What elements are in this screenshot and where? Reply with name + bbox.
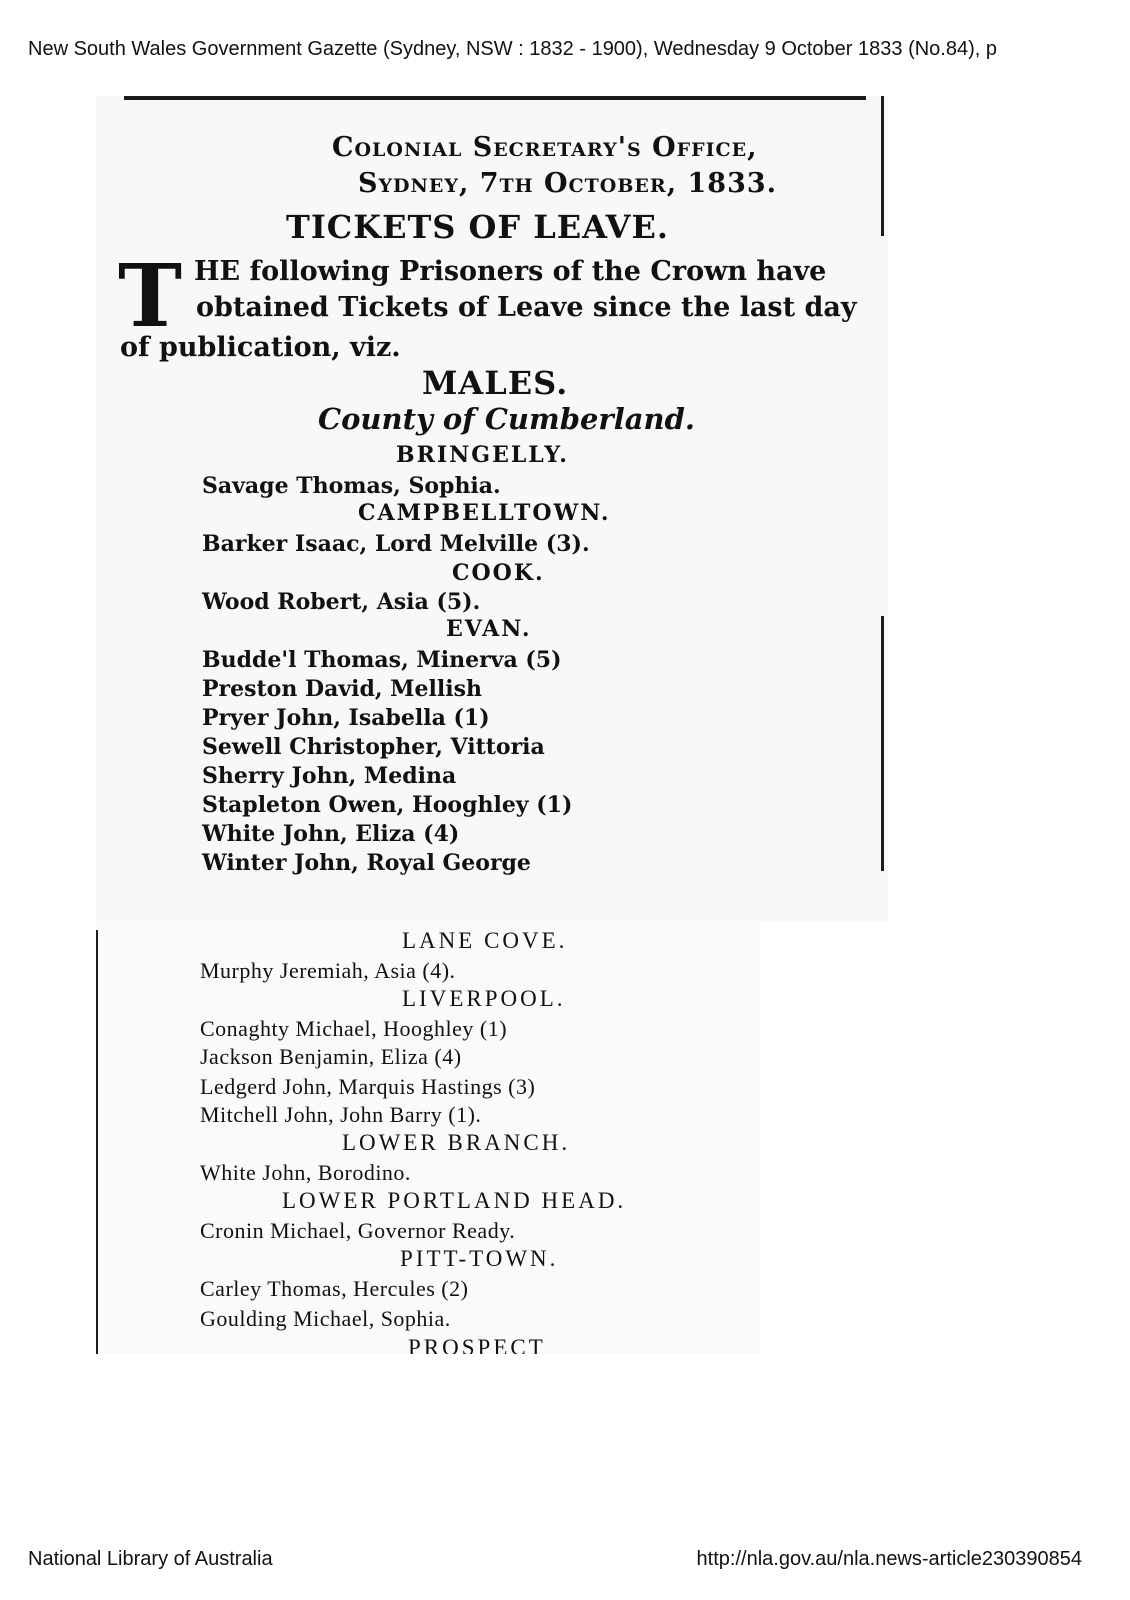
ticket-entry: Stapleton Owen, Hooghley (1)	[202, 792, 573, 818]
footer-source: National Library of Australia	[28, 1548, 273, 1570]
ticket-entry: Sherry John, Medina	[202, 763, 457, 789]
ticket-entry: Preston David, Mellish	[202, 676, 482, 702]
ticket-entry: Winter John, Royal George	[202, 850, 531, 876]
county-heading: County of Cumberland.	[318, 402, 695, 436]
ticket-entry: Jackson Benjamin, Eliza (4)	[200, 1044, 462, 1069]
ticket-entry: Savage Thomas, Sophia.	[202, 473, 501, 499]
gazette-clipping-upper	[96, 96, 888, 922]
district-heading: LANE COVE.	[402, 928, 568, 953]
notice-heading: TICKETS OF LEAVE.	[286, 208, 669, 246]
intro-line-1: HE following Prisoners of the Crown have	[194, 256, 827, 287]
ticket-entry: Murphy Jeremiah, Asia (4).	[200, 958, 456, 983]
footer-url[interactable]: http://nla.gov.au/nla.news-article230390854	[696, 1548, 1082, 1570]
district-heading: LOWER PORTLAND HEAD.	[282, 1188, 627, 1213]
column-rule	[881, 616, 884, 871]
ticket-entry: Cronin Michael, Governor Ready.	[200, 1218, 516, 1243]
district-heading: CAMPBELLTOWN.	[358, 500, 611, 526]
column-rule	[881, 96, 884, 236]
office-line-1: Colonial Secretary's Office,	[332, 132, 758, 163]
intro-line-3: of publication, viz.	[120, 332, 401, 363]
ticket-entry: Mitchell John, John Barry (1).	[200, 1102, 482, 1127]
column-rule	[96, 930, 98, 1354]
ticket-entry: Barker Isaac, Lord Melville (3).	[202, 531, 590, 557]
ticket-entry: Pryer John, Isabella (1)	[202, 705, 490, 731]
district-heading: COOK.	[452, 560, 545, 586]
ticket-entry: Sewell Christopher, Vittoria	[202, 734, 545, 760]
ticket-entry: White John, Borodino.	[200, 1160, 411, 1185]
district-heading: LOWER BRANCH.	[342, 1130, 571, 1155]
intro-line-2: obtained Tickets of Leave since the last day	[196, 292, 857, 323]
ticket-entry: Wood Robert, Asia (5).	[202, 589, 481, 615]
ticket-entry: Budde'l Thomas, Minerva (5)	[202, 647, 562, 673]
district-heading-cut-off: PROSPECT	[408, 1335, 546, 1354]
section-heading: MALES.	[422, 364, 569, 402]
citation-header: New South Wales Government Gazette (Sydney, NSW : 1832 - 1900), Wednesday 9 October 1833 (No.84), p	[28, 38, 997, 60]
ticket-entry: Goulding Michael, Sophia.	[200, 1306, 451, 1331]
office-line-2: Sydney, 7th October, 1833.	[358, 168, 778, 199]
district-heading: EVAN.	[446, 616, 532, 642]
gazette-clipping-lower	[96, 922, 760, 1354]
district-heading: LIVERPOOL.	[402, 986, 566, 1011]
district-heading: BRINGELLY.	[396, 442, 569, 468]
ticket-entry: Ledgerd John, Marquis Hastings (3)	[200, 1074, 536, 1099]
top-rule	[124, 96, 866, 100]
ticket-entry: White John, Eliza (4)	[202, 821, 460, 847]
district-heading: PITT-TOWN.	[400, 1246, 559, 1271]
drop-cap: T	[118, 246, 182, 347]
ticket-entry: Carley Thomas, Hercules (2)	[200, 1276, 469, 1301]
ticket-entry: Conaghty Michael, Hooghley (1)	[200, 1016, 508, 1041]
